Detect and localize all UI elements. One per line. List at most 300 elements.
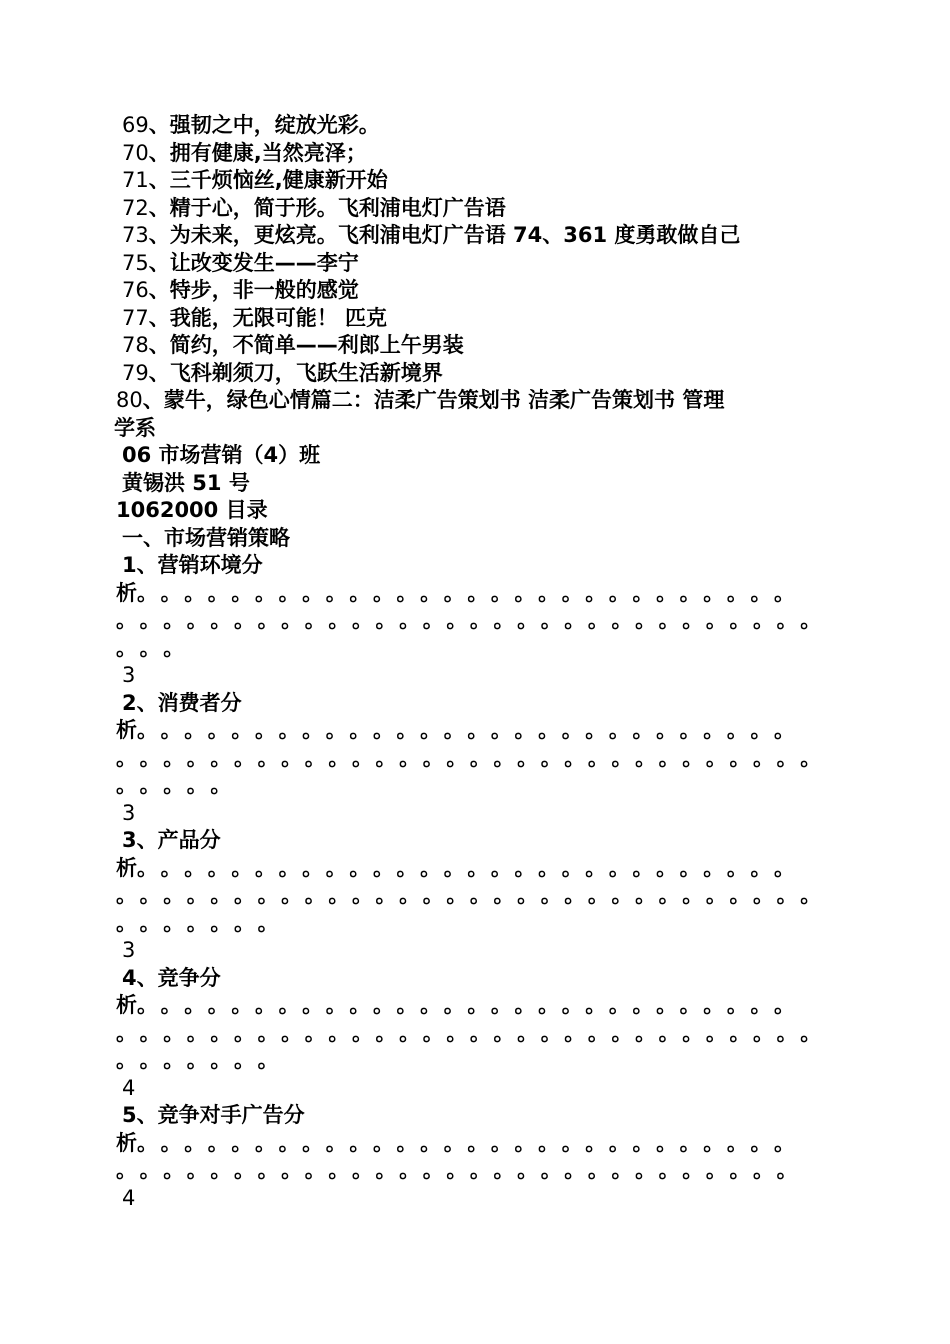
- leader-dot: 。: [729, 745, 751, 770]
- leader-dot: 。: [493, 883, 515, 907]
- leader-dot: 。: [800, 1020, 822, 1045]
- leader-dot: 。: [517, 1158, 539, 1182]
- leader-dot: 。: [469, 883, 491, 907]
- leader-dot: 。: [375, 745, 397, 770]
- leader-dot: 。: [328, 608, 350, 632]
- leader-dot: 。: [514, 580, 536, 605]
- leader-dot: 。: [137, 1130, 158, 1155]
- leader-dot: 。: [328, 1158, 350, 1182]
- leader-dot: 。: [184, 993, 206, 1017]
- leader-dot: 。: [207, 580, 229, 605]
- slogan-number: 77: [122, 305, 149, 330]
- leader-dot: 。: [137, 580, 158, 605]
- leader-dot: 。: [564, 608, 586, 632]
- leader-dot: 。: [587, 745, 609, 770]
- class-line: 06 市场营销（4）班: [122, 443, 321, 467]
- leader-dot: 。: [469, 745, 491, 770]
- leader-dot: 。: [207, 718, 229, 742]
- toc-leader-row: [116, 882, 836, 910]
- leader-dot: 。: [116, 1048, 137, 1072]
- leader-dot: 。: [139, 883, 161, 907]
- leader-dot: 。: [611, 1020, 633, 1045]
- leader-dot: 。: [210, 608, 232, 632]
- leader-dot: 。: [163, 635, 185, 660]
- leader-dot: 。: [139, 1048, 161, 1072]
- leader-dot: 。: [490, 580, 512, 605]
- leader-dot: 。: [538, 855, 560, 880]
- leader-dot: 。: [776, 1020, 798, 1045]
- leader-dot: 。: [351, 1158, 373, 1182]
- leader-dot: 。: [467, 993, 489, 1017]
- leader-dot: 。: [632, 718, 654, 742]
- leader-dot: 。: [186, 1158, 208, 1182]
- leader-dot: 。: [538, 580, 560, 605]
- leader-dot: 。: [514, 718, 536, 742]
- leader-dot: 。: [774, 1130, 796, 1155]
- leader-dot: 。: [635, 1158, 657, 1182]
- leader-dot: 。: [608, 1130, 630, 1155]
- leader-dot: 。: [514, 1130, 536, 1155]
- leader-dot: 。: [585, 1130, 607, 1155]
- leader-dot: 。: [776, 883, 798, 907]
- leader-dot: 。: [682, 608, 704, 632]
- leader-dot: 。: [774, 718, 796, 742]
- leader-dot: 。: [278, 580, 300, 605]
- leader-dot: 。: [679, 855, 701, 880]
- leader-dot: 。: [729, 1158, 751, 1182]
- toc-entry[interactable]: [116, 965, 836, 1103]
- leader-dot: 。: [726, 993, 748, 1017]
- leader-dot: 。: [139, 745, 161, 770]
- leader-dot: 。: [396, 855, 418, 880]
- leader-dot: 。: [490, 855, 512, 880]
- toc-entry-title: 4、竞争分: [122, 965, 221, 990]
- leader-dot: 。: [443, 580, 465, 605]
- slogan-text: 、让改变发生——李宁: [148, 250, 359, 275]
- leader-dot: 。: [233, 910, 255, 935]
- slogan-number: 78: [122, 333, 149, 357]
- leader-dot: 。: [800, 608, 822, 632]
- leader-dot: 。: [656, 1130, 678, 1155]
- leader-dot: 。: [281, 608, 303, 632]
- leader-dot: 。: [540, 1020, 562, 1045]
- leader-dot: 。: [564, 1158, 586, 1182]
- toc-entry[interactable]: [116, 690, 836, 828]
- leader-dot: 。: [231, 855, 253, 880]
- leader-dot: 。: [705, 1158, 727, 1182]
- toc-title-tail: 析: [116, 993, 137, 1017]
- leader-dot: 。: [186, 745, 208, 770]
- leader-dot: 。: [207, 855, 229, 880]
- leader-dot: 。: [517, 883, 539, 907]
- toc-title-tail: 析: [116, 1130, 137, 1155]
- leader-dot: 。: [349, 580, 371, 605]
- leader-dot: 。: [611, 1158, 633, 1182]
- toc-page-number: 3: [122, 938, 136, 962]
- leader-dot: 。: [328, 883, 350, 907]
- toc-leader-row: [116, 1130, 836, 1158]
- leader-dot: 。: [705, 883, 727, 907]
- leader-dot: 。: [753, 1158, 775, 1182]
- leader-dot: 。: [257, 1020, 279, 1045]
- leader-dot: 。: [233, 608, 255, 632]
- leader-dot: 。: [116, 1020, 137, 1045]
- leader-dot: 。: [538, 993, 560, 1017]
- leader-dot: 。: [231, 993, 253, 1017]
- leader-dot: 。: [186, 1020, 208, 1045]
- leader-dot: 。: [446, 1158, 468, 1182]
- slogan-list: [116, 112, 836, 387]
- leader-dot: 。: [658, 1020, 680, 1045]
- slogan-line: [116, 250, 836, 278]
- leader-dot: 。: [679, 993, 701, 1017]
- leader-dot: 。: [422, 883, 444, 907]
- leader-dot: 。: [656, 993, 678, 1017]
- leader-dot: 。: [304, 745, 326, 770]
- toc-leader-row: [116, 717, 836, 745]
- leader-dot: 。: [375, 1158, 397, 1182]
- leader-dot: 。: [679, 580, 701, 605]
- leader-dot: 。: [254, 718, 276, 742]
- toc-page-number: 4: [122, 1185, 136, 1210]
- leader-dot: 。: [328, 745, 350, 770]
- leader-dot: 。: [349, 993, 371, 1017]
- leader-dot: 。: [396, 1130, 418, 1155]
- leader-dot: 。: [703, 993, 725, 1017]
- leader-dot: 。: [656, 718, 678, 742]
- leader-dot: 。: [186, 1048, 208, 1072]
- leader-dot: 。: [302, 993, 324, 1017]
- leader-dot: 。: [517, 1020, 539, 1045]
- leader-dot: 。: [729, 883, 751, 907]
- leader-dot: 。: [776, 1158, 798, 1182]
- leader-dot: 。: [658, 745, 680, 770]
- leader-dot: 。: [257, 910, 279, 935]
- leader-dot: 。: [776, 608, 798, 632]
- slogan-80: [116, 387, 836, 442]
- toc-leader-row: [116, 992, 836, 1020]
- leader-dot: 。: [658, 1158, 680, 1182]
- leader-dot: 。: [540, 608, 562, 632]
- leader-dot: 。: [750, 580, 772, 605]
- leader-dot: 。: [372, 993, 394, 1017]
- leader-dot: 。: [753, 608, 775, 632]
- leader-dot: 。: [163, 1048, 185, 1072]
- leader-dot: 。: [561, 580, 583, 605]
- slogan-line: [116, 305, 836, 333]
- leader-dot: 。: [399, 608, 421, 632]
- toc-leader-row: [116, 745, 836, 773]
- section-title: 一、市场营销策略: [122, 525, 290, 550]
- leader-dot: 。: [632, 993, 654, 1017]
- leader-dot: 。: [561, 855, 583, 880]
- leader-dot: 。: [750, 993, 772, 1017]
- leader-dot: 。: [160, 855, 182, 880]
- leader-dot: 。: [304, 883, 326, 907]
- leader-dot: 。: [163, 608, 185, 632]
- leader-dot: 。: [116, 745, 137, 770]
- leader-dot: 。: [349, 718, 371, 742]
- slogan-text: 、三千烦恼丝,健康新开始: [148, 168, 388, 192]
- toc-entry[interactable]: [116, 827, 836, 965]
- toc-title-tail: 析: [116, 855, 137, 880]
- leader-dot: 。: [281, 883, 303, 907]
- leader-dot: 。: [304, 608, 326, 632]
- slogan-number: 80: [116, 388, 143, 412]
- leader-dot: 。: [254, 580, 276, 605]
- leader-dot: 。: [375, 1020, 397, 1045]
- leader-dot: 。: [538, 1130, 560, 1155]
- leader-dot: 。: [774, 580, 796, 605]
- leader-dot: 。: [635, 608, 657, 632]
- leader-dot: 。: [163, 883, 185, 907]
- name-line: 黄锡洪 51 号: [122, 470, 250, 495]
- leader-dot: 。: [351, 745, 373, 770]
- leader-dot: 。: [514, 855, 536, 880]
- slogan-number: 79: [122, 360, 149, 385]
- leader-dot: 。: [351, 883, 373, 907]
- leader-dot: 。: [490, 1130, 512, 1155]
- leader-dot: 。: [139, 910, 161, 935]
- leader-dot: 。: [207, 993, 229, 1017]
- leader-dot: 。: [302, 1130, 324, 1155]
- leader-dot: 。: [207, 1130, 229, 1155]
- slogan-line: [116, 167, 836, 195]
- leader-dot: 。: [682, 883, 704, 907]
- leader-dot: 。: [729, 608, 751, 632]
- leader-dot: 。: [349, 1130, 371, 1155]
- leader-dot: 。: [800, 883, 822, 907]
- leader-dot: 。: [278, 718, 300, 742]
- toc-entry[interactable]: [116, 552, 836, 690]
- leader-dot: 。: [705, 1020, 727, 1045]
- leader-dot: 。: [399, 883, 421, 907]
- leader-dot: 。: [186, 608, 208, 632]
- leader-dot: 。: [611, 883, 633, 907]
- slogan-line: [116, 332, 836, 360]
- leader-dot: 。: [679, 718, 701, 742]
- toc-page-number: 3: [122, 800, 136, 825]
- leader-dot: 。: [281, 1020, 303, 1045]
- toc-entry-title: 5、竞争对手广告分: [122, 1103, 305, 1127]
- slogan-text: 、精于心，简于形。飞利浦电灯广告语: [148, 195, 506, 220]
- leader-dot: 。: [231, 580, 253, 605]
- leader-dot: 。: [139, 1158, 161, 1182]
- slogan-text: 、飞科剃须刀，飞跃生活新境界: [148, 360, 443, 385]
- leader-dot: 。: [349, 855, 371, 880]
- leader-dot: 。: [160, 1130, 182, 1155]
- slogan-wrap: 学系: [114, 415, 156, 440]
- leader-dot: 。: [635, 883, 657, 907]
- leader-dot: 。: [446, 745, 468, 770]
- leader-dot: 。: [608, 855, 630, 880]
- leader-dot: 。: [422, 608, 444, 632]
- leader-dot: 。: [446, 608, 468, 632]
- leader-dot: 。: [325, 580, 347, 605]
- leader-dot: 。: [564, 1020, 586, 1045]
- slogan-line: [116, 222, 836, 250]
- leader-dot: 。: [281, 1158, 303, 1182]
- leader-dot: 。: [587, 608, 609, 632]
- leader-dot: 。: [682, 1158, 704, 1182]
- leader-dot: 。: [137, 993, 158, 1017]
- slogan-line: [116, 112, 836, 140]
- leader-dot: 。: [750, 1130, 772, 1155]
- leader-dot: 。: [679, 1130, 701, 1155]
- leader-dot: 。: [160, 580, 182, 605]
- leader-dot: 。: [257, 608, 279, 632]
- toc-leader-row: [116, 1020, 836, 1048]
- leader-dot: 。: [703, 580, 725, 605]
- leader-dot: 。: [469, 1158, 491, 1182]
- leader-dot: 。: [422, 1158, 444, 1182]
- leader-dot: 。: [420, 855, 442, 880]
- leader-dot: 。: [538, 718, 560, 742]
- leader-dot: 。: [753, 745, 775, 770]
- leader-dot: 。: [257, 1158, 279, 1182]
- leader-dot: 。: [396, 580, 418, 605]
- leader-dot: 。: [254, 1130, 276, 1155]
- leader-dot: 。: [184, 580, 206, 605]
- slogan-text: 、强韧之中，绽放光彩。: [148, 113, 380, 137]
- slogan-text: 、拥有健康,当然亮泽；: [148, 140, 367, 165]
- leader-dot: 。: [611, 608, 633, 632]
- slogan-line: [116, 195, 836, 223]
- leader-dot: 。: [325, 718, 347, 742]
- leader-dot: 。: [632, 580, 654, 605]
- leader-dot: 。: [210, 910, 232, 935]
- leader-dot: 。: [561, 718, 583, 742]
- leader-dot: 。: [257, 883, 279, 907]
- leader-dot: 。: [776, 745, 798, 770]
- leader-dot: 。: [774, 993, 796, 1017]
- leader-dot: 。: [540, 745, 562, 770]
- leader-dot: 。: [611, 745, 633, 770]
- leader-dot: 。: [446, 1020, 468, 1045]
- leader-dot: 。: [278, 1130, 300, 1155]
- leader-dot: 。: [186, 773, 208, 797]
- leader-dot: 。: [396, 993, 418, 1017]
- leader-dot: 。: [585, 993, 607, 1017]
- leader-dot: 。: [750, 855, 772, 880]
- leader-dot: 。: [233, 1158, 255, 1182]
- leader-dot: 。: [514, 993, 536, 1017]
- leader-dot: 。: [446, 883, 468, 907]
- leader-dot: 。: [753, 883, 775, 907]
- leader-dot: 。: [726, 1130, 748, 1155]
- leader-dot: 。: [493, 608, 515, 632]
- leader-dot: 。: [517, 745, 539, 770]
- leader-dot: 。: [587, 1020, 609, 1045]
- leader-dot: 。: [184, 855, 206, 880]
- leader-dot: 。: [587, 883, 609, 907]
- toc-leader-row: [116, 635, 836, 663]
- leader-dot: 。: [302, 580, 324, 605]
- leader-dot: 。: [163, 745, 185, 770]
- leader-dot: 。: [443, 993, 465, 1017]
- leader-dot: 。: [467, 580, 489, 605]
- slogan-number: 69: [122, 113, 149, 137]
- leader-dot: 。: [729, 1020, 751, 1045]
- leader-dot: 。: [116, 1158, 137, 1182]
- leader-dot: 。: [163, 1158, 185, 1182]
- leader-dot: 。: [564, 883, 586, 907]
- leader-dot: 。: [420, 1130, 442, 1155]
- leader-dot: 。: [210, 1048, 232, 1072]
- leader-dot: 。: [561, 1130, 583, 1155]
- leader-dot: 。: [632, 855, 654, 880]
- toc-title-tail: 析: [116, 580, 137, 605]
- id-line: 1062000 目录: [116, 498, 268, 522]
- leader-dot: 。: [682, 1020, 704, 1045]
- leader-dot: 。: [420, 580, 442, 605]
- toc-leader-row: [116, 910, 836, 938]
- leader-dot: 。: [561, 993, 583, 1017]
- leader-dot: 。: [493, 1158, 515, 1182]
- leader-dot: 。: [231, 1130, 253, 1155]
- document-page: [116, 112, 836, 1212]
- leader-dot: 。: [257, 1048, 279, 1072]
- leader-dot: 。: [703, 855, 725, 880]
- leader-dot: 。: [278, 993, 300, 1017]
- slogan-number: 72: [122, 195, 149, 220]
- leader-dot: 。: [658, 608, 680, 632]
- leader-dot: 。: [163, 1020, 185, 1045]
- slogan-number: 75: [122, 250, 149, 275]
- leader-dot: 。: [254, 993, 276, 1017]
- toc-leader-row: [116, 855, 836, 883]
- leader-dot: 。: [186, 883, 208, 907]
- leader-dot: 。: [726, 855, 748, 880]
- leader-dot: 。: [278, 855, 300, 880]
- leader-dot: 。: [233, 745, 255, 770]
- leader-dot: 。: [753, 1020, 775, 1045]
- leader-dot: 。: [399, 745, 421, 770]
- leader-dot: 。: [443, 718, 465, 742]
- leader-dot: 。: [186, 910, 208, 935]
- leader-dot: 。: [467, 855, 489, 880]
- toc-leader-row: [116, 607, 836, 635]
- leader-dot: 。: [399, 1020, 421, 1045]
- leader-dot: 。: [585, 855, 607, 880]
- leader-dot: 。: [726, 718, 748, 742]
- slogan-text: 、蒙牛，绿色心情篇二：洁柔广告策划书 洁柔广告策划书 管理: [142, 388, 725, 412]
- leader-dot: 。: [656, 855, 678, 880]
- leader-dot: 。: [517, 608, 539, 632]
- slogan-line: [116, 360, 836, 388]
- leader-dot: 。: [399, 1158, 421, 1182]
- leader-dot: 。: [163, 773, 185, 797]
- leader-dot: 。: [705, 608, 727, 632]
- toc-page-number: 3: [122, 663, 136, 687]
- leader-dot: 。: [420, 718, 442, 742]
- leader-dot: 。: [608, 993, 630, 1017]
- toc-leader-row: [116, 1157, 836, 1185]
- leader-dot: 。: [325, 1130, 347, 1155]
- leader-dot: 。: [233, 883, 255, 907]
- leader-dot: 。: [210, 1158, 232, 1182]
- leader-dot: 。: [467, 718, 489, 742]
- leader-dot: 。: [422, 1020, 444, 1045]
- toc-entry-title: 1、营销环境分: [122, 553, 263, 577]
- leader-dot: 。: [396, 718, 418, 742]
- leader-dot: 。: [585, 718, 607, 742]
- toc-entry[interactable]: [116, 1102, 836, 1212]
- leader-dot: 。: [443, 855, 465, 880]
- toc-leader-row: [116, 772, 836, 800]
- slogan-text: 、我能，无限可能！ 匹克: [148, 305, 388, 330]
- leader-dot: 。: [163, 910, 185, 935]
